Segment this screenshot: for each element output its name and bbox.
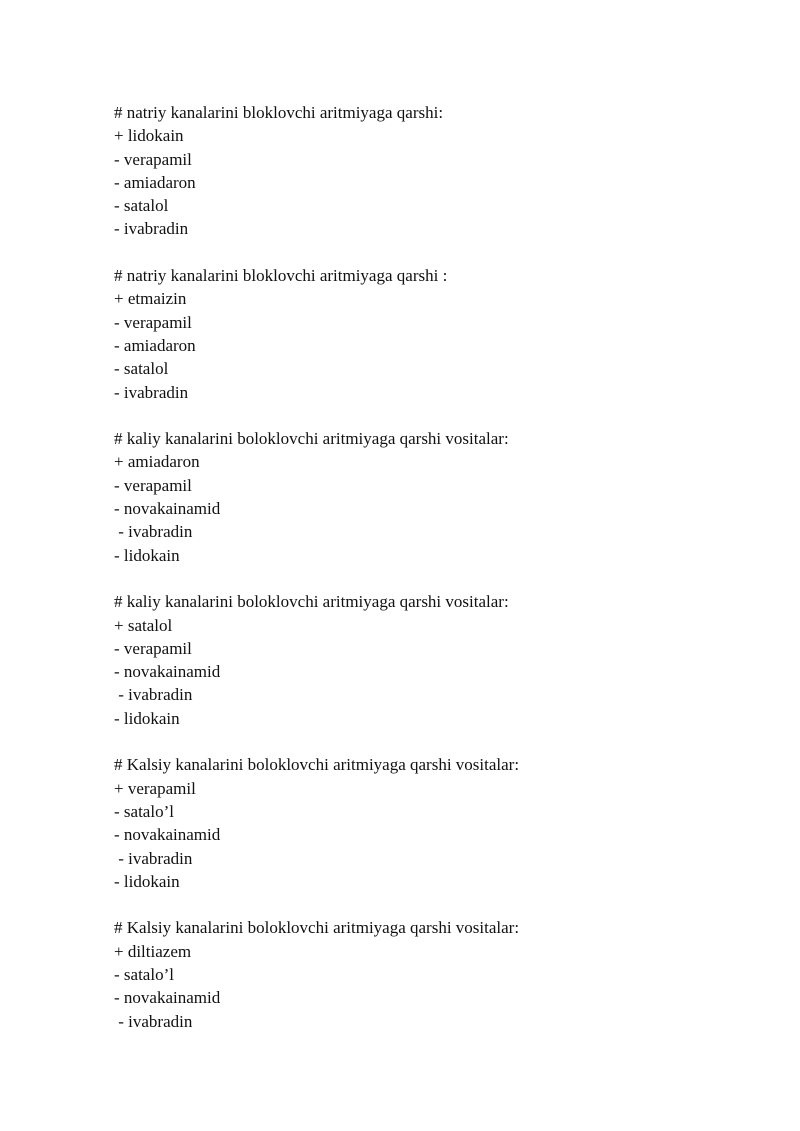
answer-option-correct: + verapamil [114,778,196,798]
question-block [114,590,774,730]
document-page [114,101,774,1056]
answer-option-correct: + amiadaron [114,452,200,472]
question-block [114,264,774,404]
answer-option: - satalo’l [114,801,174,821]
answer-option-correct: + diltiazem [114,941,192,961]
answer-option: - amiadaron [114,335,196,355]
answer-option: - novakainamid [114,825,221,845]
answer-option: - novakainamid [114,988,221,1008]
question-block [114,916,774,1032]
question-stem: # Kalsiy kanalarini boloklovchi aritmiyaga qarshi vositalar: [114,755,520,775]
question-stem: # kaliy kanalarini boloklovchi aritmiyaga qarshi vositalar: [114,429,509,449]
answer-option: - amiadaron [114,172,196,192]
answer-option-correct: + etmaizin [114,289,187,309]
question-stem: # kaliy kanalarini boloklovchi aritmiyaga qarshi vositalar: [114,592,509,612]
answer-option: - verapamil [114,149,192,169]
answer-option: - ivabradin [114,848,193,868]
answer-option: - ivabradin [114,219,189,239]
answer-option: - ivabradin [114,685,193,705]
question-block [114,753,774,893]
answer-option: - lidokain [114,871,180,891]
answer-option: - ivabradin [114,522,193,542]
answer-option: - ivabradin [114,382,189,402]
answer-option: - lidokain [114,708,180,728]
answer-option: - verapamil [114,638,192,658]
answer-option-correct: + satalol [114,615,173,635]
answer-option: - novakainamid [114,662,221,682]
answer-option: - ivabradin [114,1011,193,1031]
answer-option: - satalo’l [114,964,174,984]
answer-option: - verapamil [114,475,192,495]
answer-option: - verapamil [114,312,192,332]
answer-option: - novakainamid [114,499,221,519]
question-stem: # Kalsiy kanalarini boloklovchi aritmiyaga qarshi vositalar: [114,918,520,938]
answer-option-correct: + lidokain [114,126,184,146]
answer-option: - satalol [114,359,169,379]
answer-option: - lidokain [114,545,180,565]
question-stem: # natriy kanalarini bloklovchi aritmiyaga qarshi : [114,266,448,286]
question-block [114,101,774,241]
question-block [114,427,774,567]
question-stem: # natriy kanalarini bloklovchi aritmiyaga qarshi: [114,103,444,122]
answer-option: - satalol [114,196,169,216]
